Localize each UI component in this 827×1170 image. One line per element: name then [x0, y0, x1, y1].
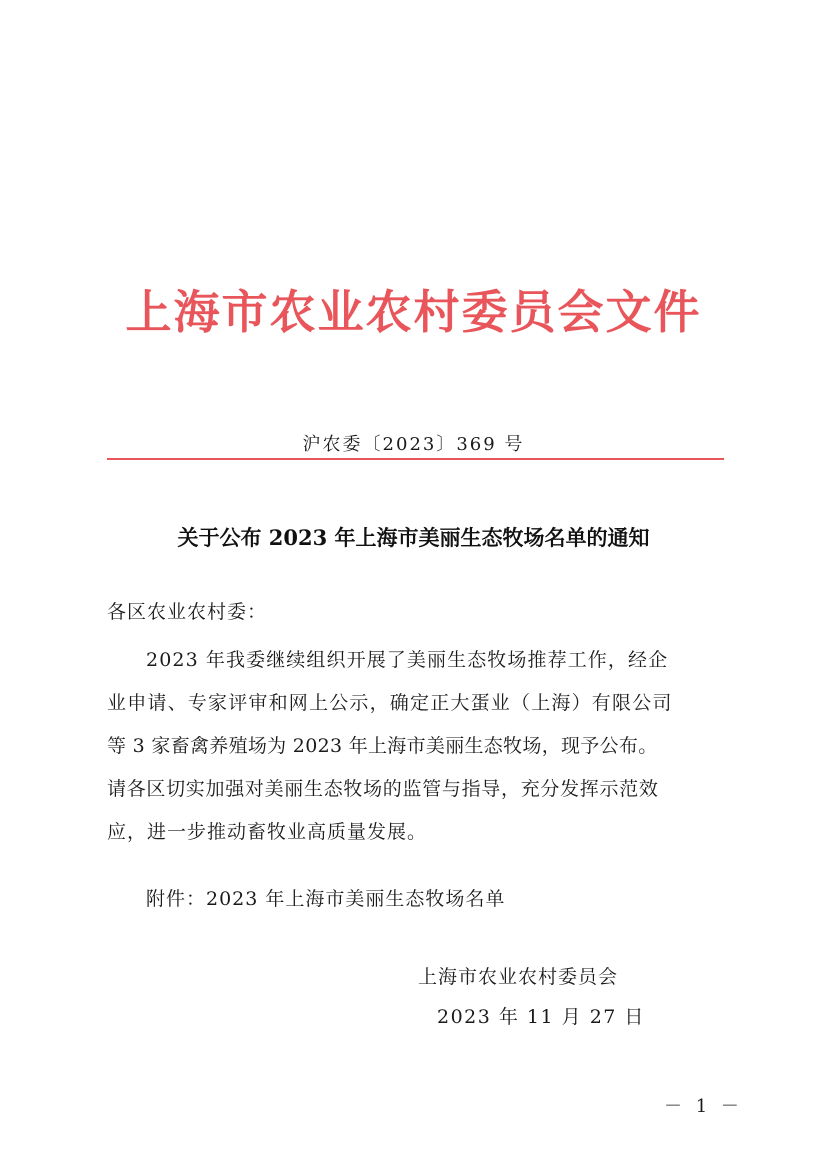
body-line: 应，进一步推动畜牧业高质量发展。 — [107, 821, 428, 843]
body-line: 等 3 家畜禽养殖场为 2023 年上海市美丽生态牧场，现予公布。 — [107, 735, 658, 757]
body-line: 业申请、专家评审和网上公示，确定正大蛋业（上海）有限公司 — [107, 692, 673, 714]
page-number: － 1 － — [664, 1096, 743, 1117]
salutation: 各区农业农村委： — [107, 601, 268, 623]
signature-authority: 上海市农业农村委员会 — [418, 966, 619, 988]
issue-date: 2023 年 11 月 27 日 — [437, 1006, 645, 1028]
red-separator-line — [107, 458, 724, 460]
body-line: 请各区切实加强对美丽生态牧场的监管与指导，充分发挥示范效 — [107, 778, 659, 800]
document-number: 沪农委〔2023〕369 号 — [302, 434, 525, 455]
body-line: 2023 年我委继续组织开展了美丽生态牧场推荐工作，经企 — [146, 649, 669, 671]
issuing-authority-title: 上海市农业农村委员会文件 — [125, 285, 702, 339]
attachment-note: 附件：2023 年上海市美丽生态牧场名单 — [146, 888, 506, 910]
notice-title: 关于公布 2023 年上海市美丽生态牧场名单的通知 — [177, 525, 650, 550]
